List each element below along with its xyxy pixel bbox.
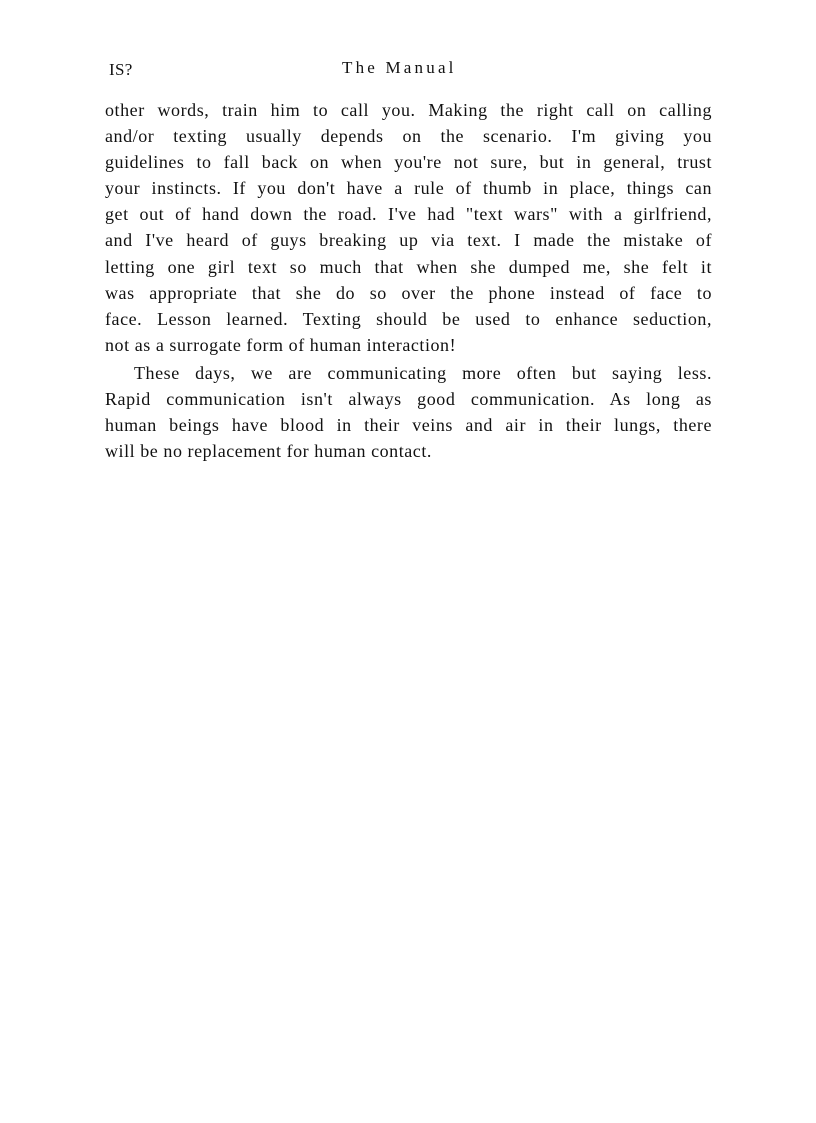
text-line: and/or texting usually depends on the scenario. I'm giving you [105, 126, 712, 147]
text-line: face. Lesson learned. Texting should be used to enhance seduction, [105, 308, 712, 329]
text-line: and I've heard of guys breaking up via text. I made the mistake of [105, 230, 712, 251]
text-line: letting one girl text so much that when she dumped me, she felt it [105, 256, 712, 277]
paragraph [105, 360, 712, 464]
text-line: These days, we are communicating more often but saying less. [134, 362, 712, 383]
body-text [105, 97, 712, 464]
paragraph [105, 97, 712, 358]
text-line: get out of hand down the road. I've had "text wars" with a girlfriend, [105, 204, 712, 225]
text-line: Rapid communication isn't always good communication. As long as [105, 389, 712, 410]
text-line: guidelines to fall back on when you're not sure, but in general, trust [105, 152, 712, 173]
text-line: your instincts. If you don't have a rule of thumb in place, things can [105, 178, 712, 199]
text-line: human beings have blood in their veins and air in their lungs, there [105, 415, 712, 436]
page-number: IS? [109, 60, 133, 79]
text-line: other words, train him to call you. Making the right call on calling [105, 100, 712, 120]
text-line: not as a surrogate form of human interaction! [105, 334, 457, 355]
running-head: The Manual [342, 58, 457, 77]
text-line: was appropriate that she do so over the phone instead of face to [105, 282, 712, 303]
text-line: will be no replacement for human contact. [105, 441, 432, 462]
